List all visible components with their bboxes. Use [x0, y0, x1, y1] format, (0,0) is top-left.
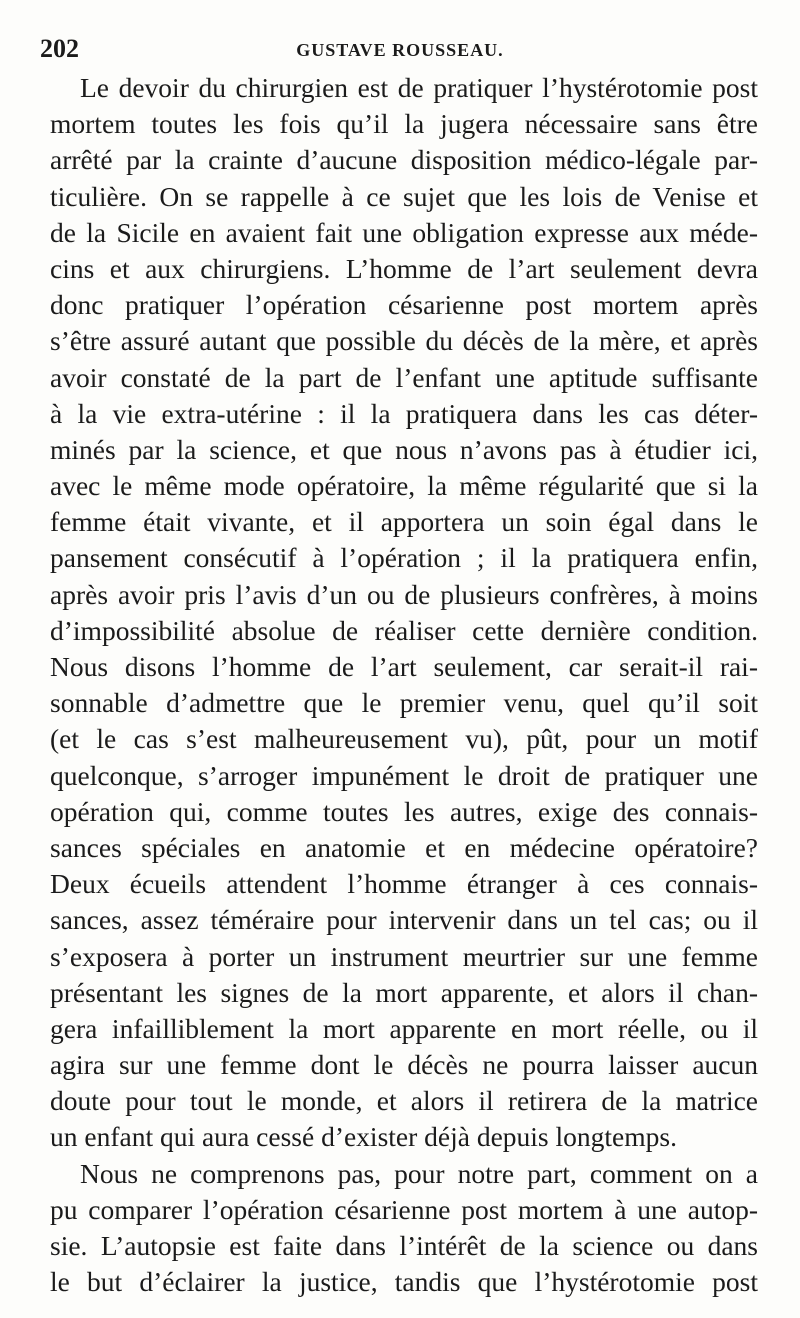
text-line: présentant les signes de la mort apparente, et alors il chan- [50, 976, 758, 1008]
text-line: à la vie extra-utérine : il la pratiquera dans les cas déter- [50, 397, 758, 429]
text-line: donc pratiquer l’opération césarienne post mortem après [50, 289, 758, 321]
text-line: agira sur une femme dont le décès ne pourra laisser aucun [50, 1049, 758, 1081]
text-line: doute pour tout le monde, et alors il retirera de la matrice [50, 1085, 758, 1117]
text-line: sie. L’autopsie est faite dans l’intérêt de la science ou dans [50, 1230, 758, 1261]
text-line: sonnable d’admettre que le premier venu, quel qu’il soit [50, 687, 758, 719]
text-line: mortem toutes les fois qu’il la jugera nécessaire sans être [50, 108, 758, 140]
text-line: Nous ne comprenons pas, pour notre part, comment on a [80, 1157, 758, 1189]
text-line: s’être assuré autant que possible du décès de la mère, et après [50, 325, 758, 357]
text-line: quelconque, s’arroger impunément le droit de pratiquer une [50, 759, 758, 791]
text-line: femme était vivante, et il apportera un soin égal dans le [50, 506, 758, 538]
text-line: opération qui, comme toutes les autres, exige des connais- [50, 795, 758, 827]
text-line: le but d’éclairer la justice, tandis que l’hystérotomie post [50, 1266, 758, 1298]
text-line: sances, assez téméraire pour intervenir dans un tel cas; ou il [50, 904, 758, 936]
text-line: avoir constaté de la part de l’enfant une aptitude suffisante [50, 361, 758, 393]
text-line: (et le cas s’est malheureusement vu), pût, pour un motif [50, 723, 758, 755]
text-line: minés par la science, et que nous n’avons pas à étudier ici, [50, 433, 758, 465]
text-line: pu comparer l’opération césarienne post mortem à une autop- [50, 1193, 758, 1225]
text-line: ticulière. On se rappelle à ce sujet que les lois de Venise et [50, 180, 758, 212]
text-line: gera infailliblement la mort apparente en mort réelle, ou il [50, 1012, 758, 1044]
text-line: Deux écueils attendent l’homme étranger à ces connais- [50, 868, 758, 900]
text-line: un enfant qui aura cessé d’exister déjà depuis longtemps. [50, 1121, 677, 1153]
text-line: arrêté par la crainte d’aucune disposition médico-légale par- [50, 144, 758, 176]
text-line: Le devoir du chirurgien est de pratiquer l’hystérotomie post [80, 72, 758, 103]
body-text [50, 70, 758, 1300]
text-line: s’exposera à porter un instrument meurtrier sur une femme [50, 940, 758, 972]
text-line: sances spéciales en anatomie et en médecine opératoire? [50, 831, 758, 863]
text-line: avec le même mode opératoire, la même régularité que si la [50, 470, 758, 502]
running-head: GUSTAVE ROUSSEAU. [296, 40, 504, 60]
text-line: de la Sicile en avaient fait une obligation expresse aux méde- [50, 216, 758, 248]
text-line: d’impossibilité absolue de réaliser cette dernière condition. [50, 614, 758, 646]
text-line: après avoir pris l’avis d’un ou de plusieurs confrères, à moins [50, 578, 758, 610]
text-line: Nous disons l’homme de l’art seulement, car serait-il rai- [50, 651, 758, 682]
page-header [40, 34, 760, 70]
page-number: 202 [40, 34, 79, 63]
text-line: pansement consécutif à l’opération ; il la pratiquera enfin, [50, 542, 758, 574]
text-line: cins et aux chirurgiens. L’homme de l’art seulement devra [50, 252, 758, 284]
